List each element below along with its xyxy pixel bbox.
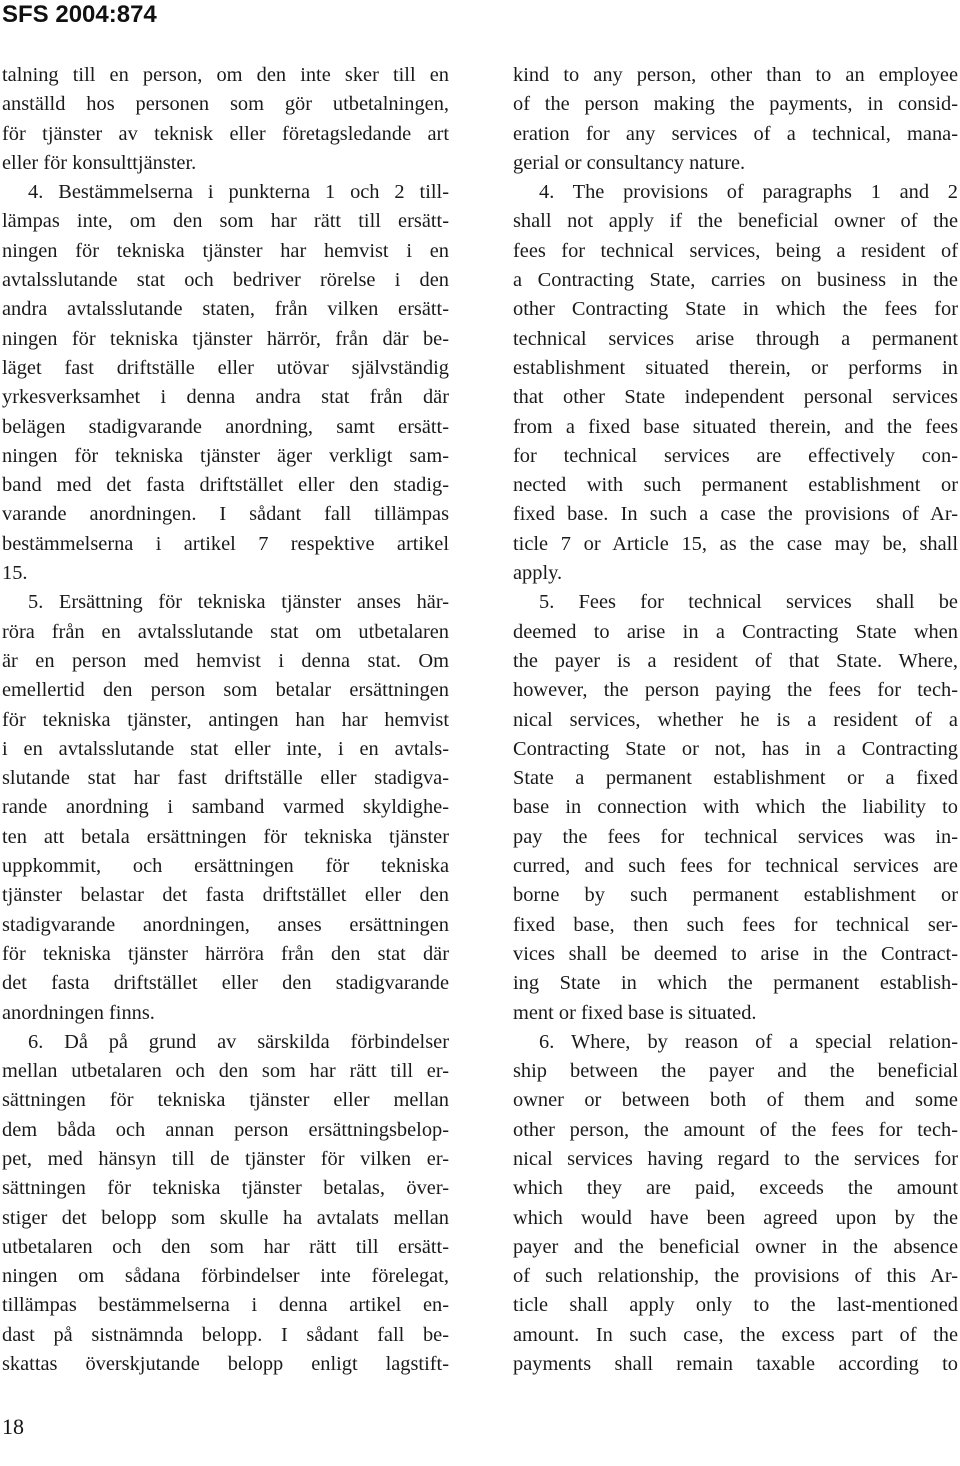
text-line: fixed base. In such a case the provisions of Ar-	[513, 503, 958, 526]
text-line: borne by such permanent establishment or	[513, 884, 958, 907]
text-line: för tekniska tjänster, antingen han har hemvist	[2, 708, 449, 731]
text-line: belägen stadigvarande anordning, samt ersätt-	[2, 415, 449, 438]
text-line: stadigvarande anordningen, anses ersättningen	[2, 913, 449, 936]
text-line: för tekniska tjänster härröra från den stat där	[2, 942, 449, 965]
text-line: 5. Ersättning för tekniska tjänster anses här-	[28, 591, 449, 614]
text-line: 6. Då på grund av särskilda förbindelser	[28, 1030, 449, 1053]
text-line: technical services arise through a permanent	[513, 327, 958, 350]
document-reference: SFS 2004:874	[2, 1, 157, 28]
text-line: vices shall be deemed to arise in the Contract-	[513, 942, 958, 965]
text-line: ticle 7 or Article 15, as the case may be, shall	[513, 532, 958, 555]
text-line: varande anordningen. I sådant fall tillämpas	[2, 503, 449, 526]
text-line: röra från en avtalsslutande stat om utbetalaren	[2, 620, 449, 643]
text-line: shall not apply if the beneficial owner of the	[513, 210, 958, 233]
text-line: uppkommit, och ersättningen för tekniska	[2, 855, 449, 878]
text-line: emellertid den person som betalar ersättningen	[2, 679, 449, 702]
text-line: andra avtalsslutande staten, från vilken ersätt-	[2, 298, 449, 321]
text-line: är en person med hemvist i denna stat. Om	[2, 649, 449, 672]
text-line: nical services, whether he is a resident of a	[513, 708, 958, 731]
text-line: sättningen för tekniska tjänster betalas, över-	[2, 1177, 449, 1200]
text-line: ship between the payer and the beneficial	[513, 1060, 958, 1083]
text-line: 5. Fees for technical services shall be	[539, 591, 958, 614]
text-line: gerial or consultancy nature.	[513, 151, 746, 174]
text-line: nected with such permanent establishment or	[513, 474, 958, 497]
page-header	[0, 0, 960, 30]
text-line: establishment situated therein, or performs in	[513, 356, 958, 379]
text-line: anställd hos personen som gör utbetalningen,	[2, 93, 449, 116]
text-line: of such relationship, the provisions of this Ar-	[513, 1265, 958, 1288]
text-line: owner or between both of them and some	[513, 1089, 958, 1112]
text-line: from a fixed base situated therein, and the fees	[513, 415, 958, 438]
swedish-text-column	[2, 61, 449, 1379]
text-line: payer and the beneficial owner in the absence	[513, 1235, 958, 1258]
text-line: amount. In such case, the excess part of the	[513, 1323, 958, 1346]
text-line: kind to any person, other than to an employee	[513, 64, 958, 86]
text-line: 6. Where, by reason of a special relation-	[539, 1030, 958, 1053]
text-line: fixed base, then such fees for technical ser-	[513, 913, 958, 936]
text-line: för tjänster av teknisk eller företagsledande art	[2, 122, 449, 145]
text-line: skattas överskjutande belopp enligt lagstift-	[2, 1353, 449, 1376]
text-line: 4. Bestämmelserna i punkterna 1 och 2 till-	[28, 181, 449, 204]
text-line: yrkesverksamhet i denna andra stat från där	[2, 386, 449, 409]
text-line: 4. The provisions of paragraphs 1 and 2	[539, 181, 958, 204]
text-line: det fasta driftstället eller den stadigvarande	[2, 972, 449, 995]
text-line: that other State independent personal services	[513, 386, 958, 409]
text-line: pet, med hänsyn till de tjänster för vilken er-	[2, 1147, 449, 1170]
text-line: eller för konsulttjänster.	[2, 151, 197, 174]
text-line: läget fast driftställe eller utövar självständig	[2, 356, 449, 379]
text-line: base in connection with which the liability to	[513, 796, 958, 819]
page-number: 18	[2, 1414, 24, 1439]
text-line: anordningen finns.	[2, 1001, 155, 1024]
text-line: ticle shall apply only to the last-mentioned	[513, 1294, 958, 1317]
text-line: ningen om sådana förbindelser inte förelegat,	[2, 1265, 449, 1288]
text-line: for technical services are effectively con-	[513, 444, 958, 467]
text-line: bestämmelserna i artikel 7 respektive artikel	[2, 532, 449, 555]
text-line: other Contracting State in which the fees for	[513, 298, 958, 321]
text-line: which they are paid, exceeds the amount	[513, 1177, 958, 1200]
text-line: ningen för tekniska tjänster härrör, från där be-	[2, 327, 449, 350]
text-line: lämpas inte, om den som har rätt till ersätt-	[2, 210, 449, 233]
text-line: mellan utbetalaren och den som har rätt till er-	[2, 1060, 449, 1083]
text-line: nical services having regard to the services for	[513, 1147, 958, 1170]
text-line: rande anordning i samband varmed skyldighe-	[2, 796, 449, 819]
text-line: of the person making the payments, in consid-	[513, 93, 958, 116]
text-line: other person, the amount of the fees for tech-	[513, 1118, 958, 1141]
english-text-column	[513, 61, 958, 1379]
text-line: fees for technical services, being a resident of	[513, 239, 958, 262]
text-line: however, the person paying the fees for tech-	[513, 679, 958, 702]
text-line: i en avtalsslutande stat eller inte, i en avtals-	[2, 737, 449, 760]
text-line: band med det fasta driftstället eller den stadig-	[2, 474, 449, 497]
text-line: pay the fees for technical services was in-	[513, 825, 958, 848]
text-line: which would have been agreed upon by the	[513, 1206, 958, 1229]
text-line: tillämpas bestämmelserna i denna artikel en-	[2, 1294, 449, 1317]
text-line: dem båda och annan person ersättningsbelop-	[2, 1118, 449, 1141]
text-line: ten att betala ersättningen för tekniska tjänster	[2, 825, 449, 848]
text-line: eration for any services of a technical, mana-	[513, 122, 958, 145]
text-line: utbetalaren och den som har rätt till ersätt-	[2, 1235, 449, 1258]
text-line: deemed to arise in a Contracting State when	[513, 620, 958, 643]
text-line: dast på sistnämnda belopp. I sådant fall be-	[2, 1323, 449, 1346]
text-line: tjänster belastar det fasta driftstället eller den	[2, 884, 449, 907]
text-line: slutande stat har fast driftställe eller stadigva-	[2, 767, 449, 790]
text-line: curred, and such fees for technical services are	[513, 855, 958, 878]
text-line: payments shall remain taxable according to	[513, 1353, 958, 1376]
text-line: a Contracting State, carries on business in the	[513, 269, 958, 292]
text-line: stiger det belopp som skulle ha avtalats mellan	[2, 1206, 449, 1229]
text-line: talning till en person, om den inte sker till en	[2, 64, 449, 86]
text-line: 15.	[2, 562, 28, 585]
text-line: the payer is a resident of that State. Where,	[513, 649, 958, 672]
text-line: ningen för tekniska tjänster äger verkligt sam-	[2, 444, 449, 467]
text-line: apply.	[513, 562, 563, 585]
text-line: avtalsslutande stat och bedriver rörelse i den	[2, 269, 449, 292]
text-line: ningen för tekniska tjänster har hemvist i en	[2, 239, 449, 262]
text-line: Contracting State or not, has in a Contracting	[513, 737, 958, 760]
text-line: State a permanent establishment or a fixed	[513, 767, 958, 790]
text-line: sättningen för tekniska tjänster eller mellan	[2, 1089, 449, 1112]
text-line: ing State in which the permanent establish-	[513, 972, 958, 995]
text-line: ment or fixed base is situated.	[513, 1001, 757, 1024]
